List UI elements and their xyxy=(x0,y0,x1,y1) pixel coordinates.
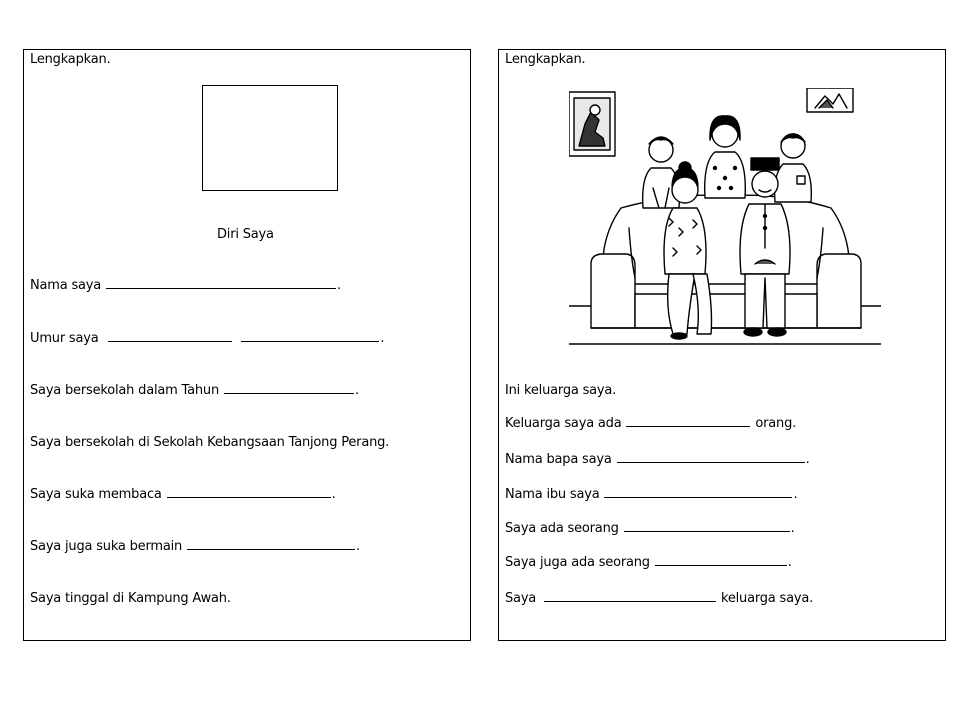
end-mark: . xyxy=(354,383,359,398)
instruction: Lengkapkan. xyxy=(30,52,111,67)
end-mark: . xyxy=(380,331,385,346)
count-suffix: orang. xyxy=(755,416,797,431)
mother-blank[interactable] xyxy=(604,487,792,498)
mother-line xyxy=(505,487,797,502)
sibling1-line xyxy=(505,521,795,536)
sibling2-blank[interactable] xyxy=(655,555,787,566)
worksheet-keluarga xyxy=(498,49,946,641)
year-label: Saya bersekolah dalam Tahun xyxy=(30,383,220,398)
wall-picture-right xyxy=(807,88,853,112)
age-blank-1[interactable] xyxy=(108,331,232,342)
father-blank[interactable] xyxy=(617,452,805,463)
name-line xyxy=(30,278,341,293)
end-mark: . xyxy=(793,487,798,502)
year-blank[interactable] xyxy=(224,383,354,394)
child-right xyxy=(775,134,812,202)
end-mark: . xyxy=(805,452,810,467)
instruction: Lengkapkan. xyxy=(505,52,586,67)
read-blank[interactable] xyxy=(167,487,331,498)
count-blank[interactable] xyxy=(626,416,750,427)
name-label: Nama saya xyxy=(30,278,102,293)
end-mark: . xyxy=(787,555,792,570)
age-line xyxy=(30,331,384,346)
name-blank[interactable] xyxy=(106,278,336,289)
love-blank[interactable] xyxy=(544,591,716,602)
year-line xyxy=(30,383,359,398)
read-line xyxy=(30,487,336,502)
play-label: Saya juga suka bermain xyxy=(30,539,183,554)
count-label: Keluarga saya ada xyxy=(505,416,622,431)
count-line xyxy=(505,416,796,431)
father-line xyxy=(505,452,810,467)
father-label: Nama bapa saya xyxy=(505,452,612,467)
school-line: Saya bersekolah di Sekolah Kebangsaan Tanjong Perang. xyxy=(30,435,390,450)
wall-picture-left xyxy=(569,92,615,156)
play-line xyxy=(30,539,360,554)
love-label: Saya xyxy=(505,591,537,606)
sibling2-line xyxy=(505,555,792,570)
love-suffix: keluarga saya. xyxy=(720,591,814,606)
play-blank[interactable] xyxy=(187,539,355,550)
sibling1-label: Saya ada seorang xyxy=(505,521,619,536)
family-illustration xyxy=(569,88,881,350)
sibling1-blank[interactable] xyxy=(624,521,790,532)
worksheet-title: Diri Saya xyxy=(217,227,274,242)
age-blank-2[interactable] xyxy=(241,331,379,342)
end-mark: . xyxy=(356,539,360,554)
mother-label: Nama ibu saya xyxy=(505,487,600,502)
end-mark: . xyxy=(337,278,341,293)
sofa xyxy=(591,195,861,328)
age-label: Umur saya xyxy=(30,331,99,346)
intro-line: Ini keluarga saya. xyxy=(505,383,617,398)
end-mark: . xyxy=(331,487,336,502)
end-mark: . xyxy=(790,521,795,536)
sibling2-label: Saya juga ada seorang xyxy=(505,555,650,570)
village-line: Saya tinggal di Kampung Awah. xyxy=(30,591,231,606)
love-line xyxy=(505,591,813,606)
read-label: Saya suka membaca xyxy=(30,487,162,502)
worksheet-diri-saya xyxy=(23,49,471,641)
photo-box[interactable] xyxy=(202,85,338,191)
child-middle xyxy=(705,116,746,198)
